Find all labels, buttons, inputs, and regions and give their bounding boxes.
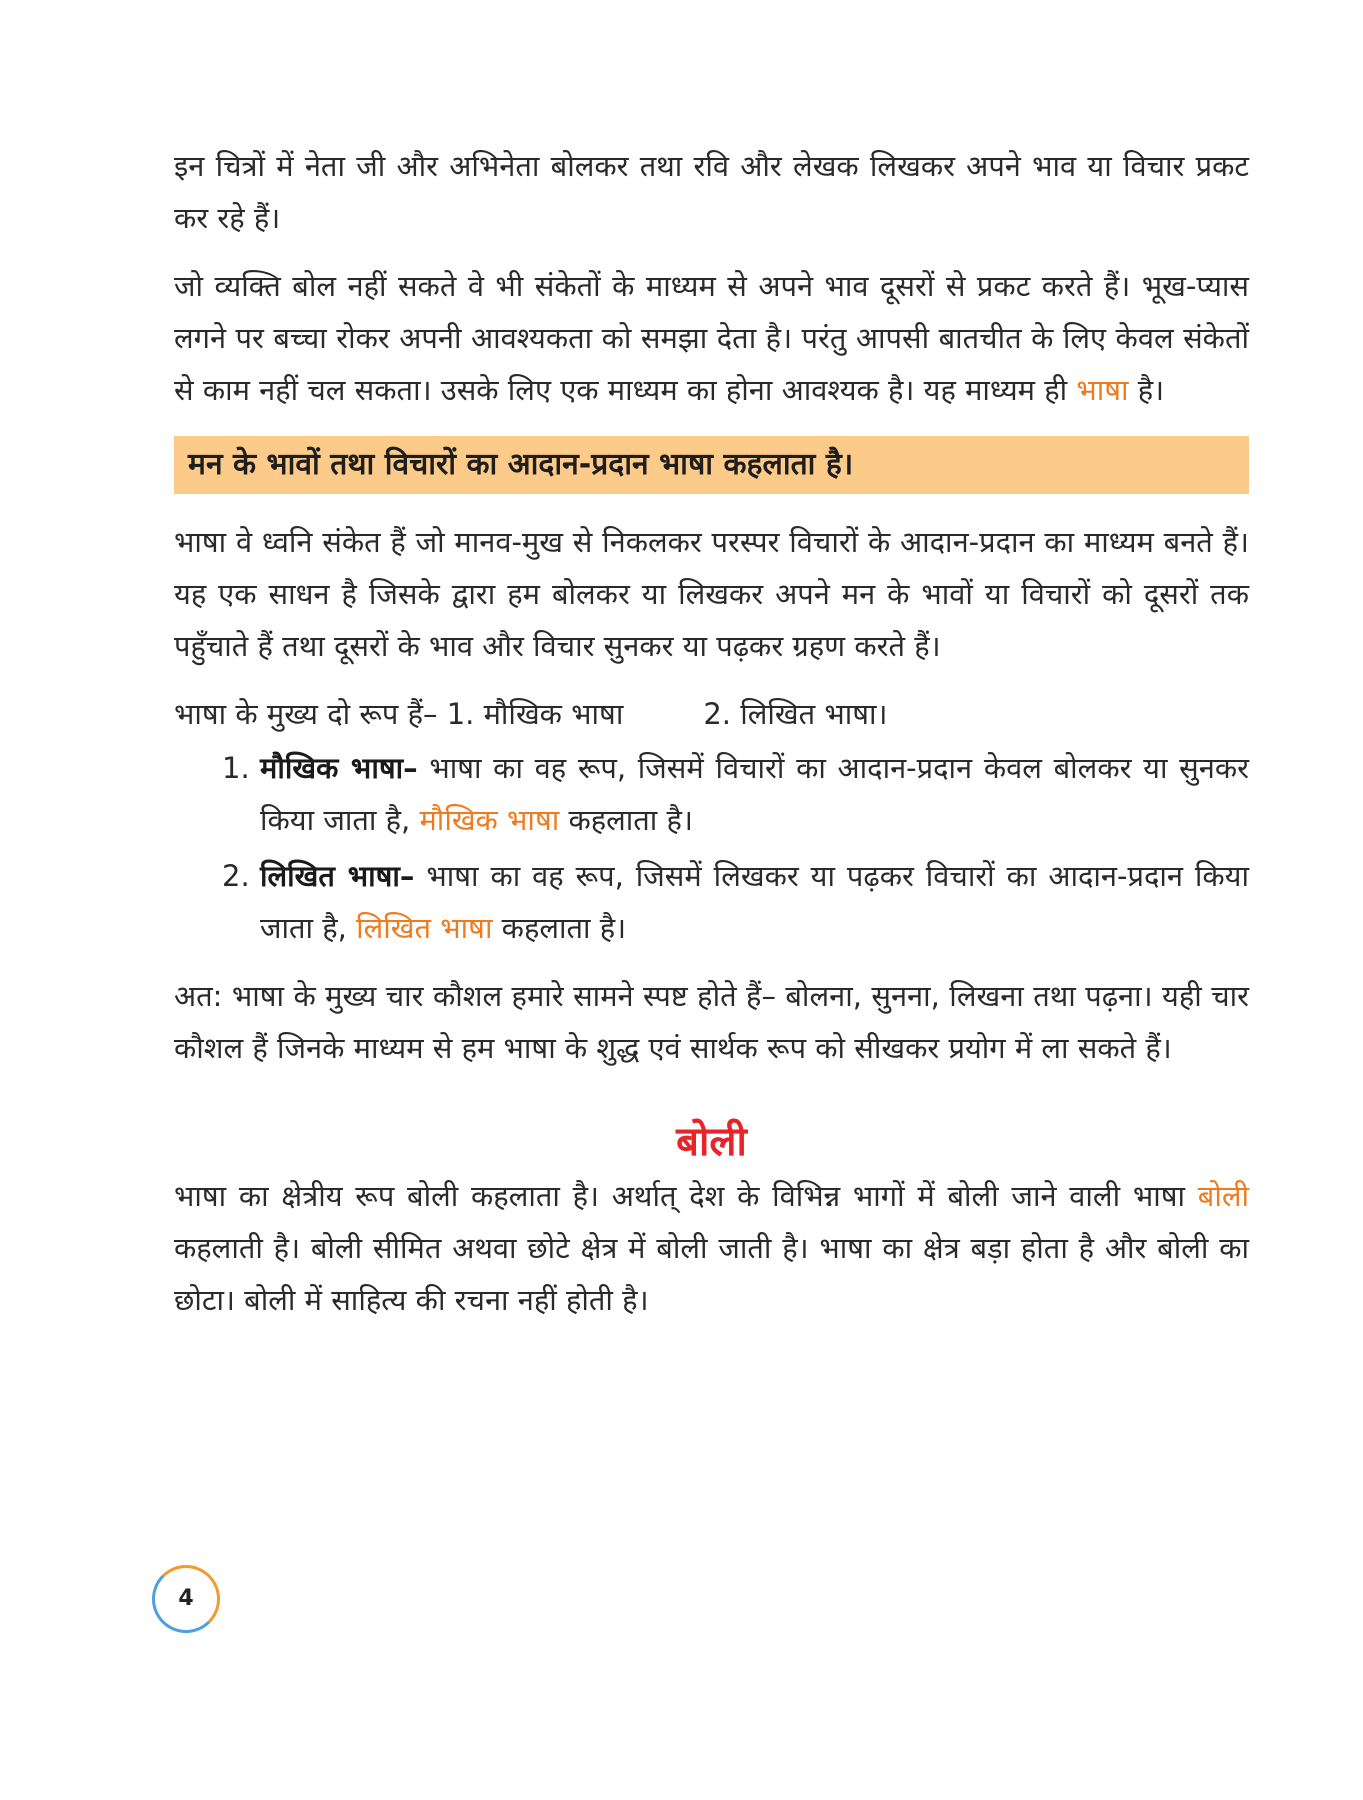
list-item-text: भाषा का वह रूप, जिसमें विचारों का आदान-प्रदान केवल बोलकर या सुनकर किया जाता है, <box>260 751 1250 837</box>
paragraph-signs <box>174 260 1249 416</box>
list-item-term: लिखित भाषा– <box>260 859 415 893</box>
list-item-end: कहलाता है। <box>501 911 627 945</box>
paragraph-definition: भाषा वे ध्वनि संकेत हैं जो मानव-मुख से निकलकर परस्पर विचारों के आदान-प्रदान का माध्यम बनते हैं। यह एक साधन है जिसके द्वारा हम बोलकर या लिखकर अपने मन के भावों या विचारों को दूसरों तक पहुँचाते हैं तथा दूसरों के भाव और विचार सुनकर या पढ़कर ग्रहण करते हैं। <box>174 525 1249 663</box>
list-item-end: कहलाता है। <box>568 803 693 837</box>
page-number-badge <box>152 1565 218 1631</box>
page-number: 4 <box>178 1586 194 1611</box>
list-item-highlight: मौखिक भाषा <box>419 803 560 837</box>
list-item-body <box>260 742 1249 846</box>
list-item-body <box>260 850 1249 954</box>
section-heading: बोली <box>676 1119 747 1165</box>
definition-banner: मन के भावों तथा विचारों का आदान-प्रदान भाषा कहलाता है। <box>174 436 1249 494</box>
forms-list <box>174 742 1249 954</box>
forms-second: 2. लिखित भाषा। <box>703 697 888 731</box>
highlight-boli: बोली <box>1197 1179 1250 1213</box>
list-item-text: भाषा का वह रूप, जिसमें लिखकर या पढ़कर विचारों का आदान-प्रदान किया जाता है, <box>260 859 1249 945</box>
highlight-bhasha: भाषा <box>1076 373 1129 407</box>
paragraph-signs-text: जो व्यक्ति बोल नहीं सकते वे भी संकेतों के माध्यम से अपने भाव दूसरों से प्रकट करते हैं। भूख-प्यास लगने पर बच्चा रोकर अपनी आवश्यकता को समझा देता है। परंतु आपसी बातचीत के लिए केवल संकेतों से काम नहीं चल सकता। उसके लिए एक माध्यम का होना आवश्यक है। यह माध्यम ही <box>174 269 1249 407</box>
list-item-term: मौखिक भाषा– <box>260 751 418 785</box>
list-item <box>222 850 1249 954</box>
paragraph-dialect-end: कहलाती है। बोली सीमित अथवा छोटे क्षेत्र में बोली जाती है। भाषा का क्षेत्र बड़ा होता है और बोली का छोटा। बोली में साहित्य की रचना नहीं होती है। <box>174 1231 1249 1317</box>
forms-intro: भाषा के मुख्य दो रूप हैं– 1. मौखिक भाषा <box>174 697 624 731</box>
paragraph-dialect <box>174 1170 1249 1326</box>
list-item <box>222 742 1249 846</box>
list-item-highlight: लिखित भाषा <box>356 911 493 945</box>
forms-line <box>174 688 1249 740</box>
list-item-number: 2. <box>222 859 250 893</box>
paragraph-dialect-text: भाषा का क्षेत्रीय रूप बोली कहलाता है। अर्थात् देश के विभिन्न भागों में बोली जाने वाली भाषा <box>174 1179 1186 1213</box>
paragraph-intro: इन चित्रों में नेता जी और अभिनेता बोलकर तथा रवि और लेखक लिखकर अपने भाव या विचार प्रकट कर रहे हैं। <box>174 149 1249 235</box>
page-content <box>174 140 1249 1326</box>
paragraph-skills: अत: भाषा के मुख्य चार कौशल हमारे सामने स्पष्ट होते हैं– बोलना, सुनना, लिखना तथा पढ़ना। यही चार कौशल हैं जिनके माध्यम से हम भाषा के शुद्ध एवं सार्थक रूप को सीखकर प्रयोग में ला सकते हैं। <box>174 979 1249 1065</box>
list-item-number: 1. <box>222 751 250 785</box>
paragraph-signs-end: है। <box>1137 373 1165 407</box>
